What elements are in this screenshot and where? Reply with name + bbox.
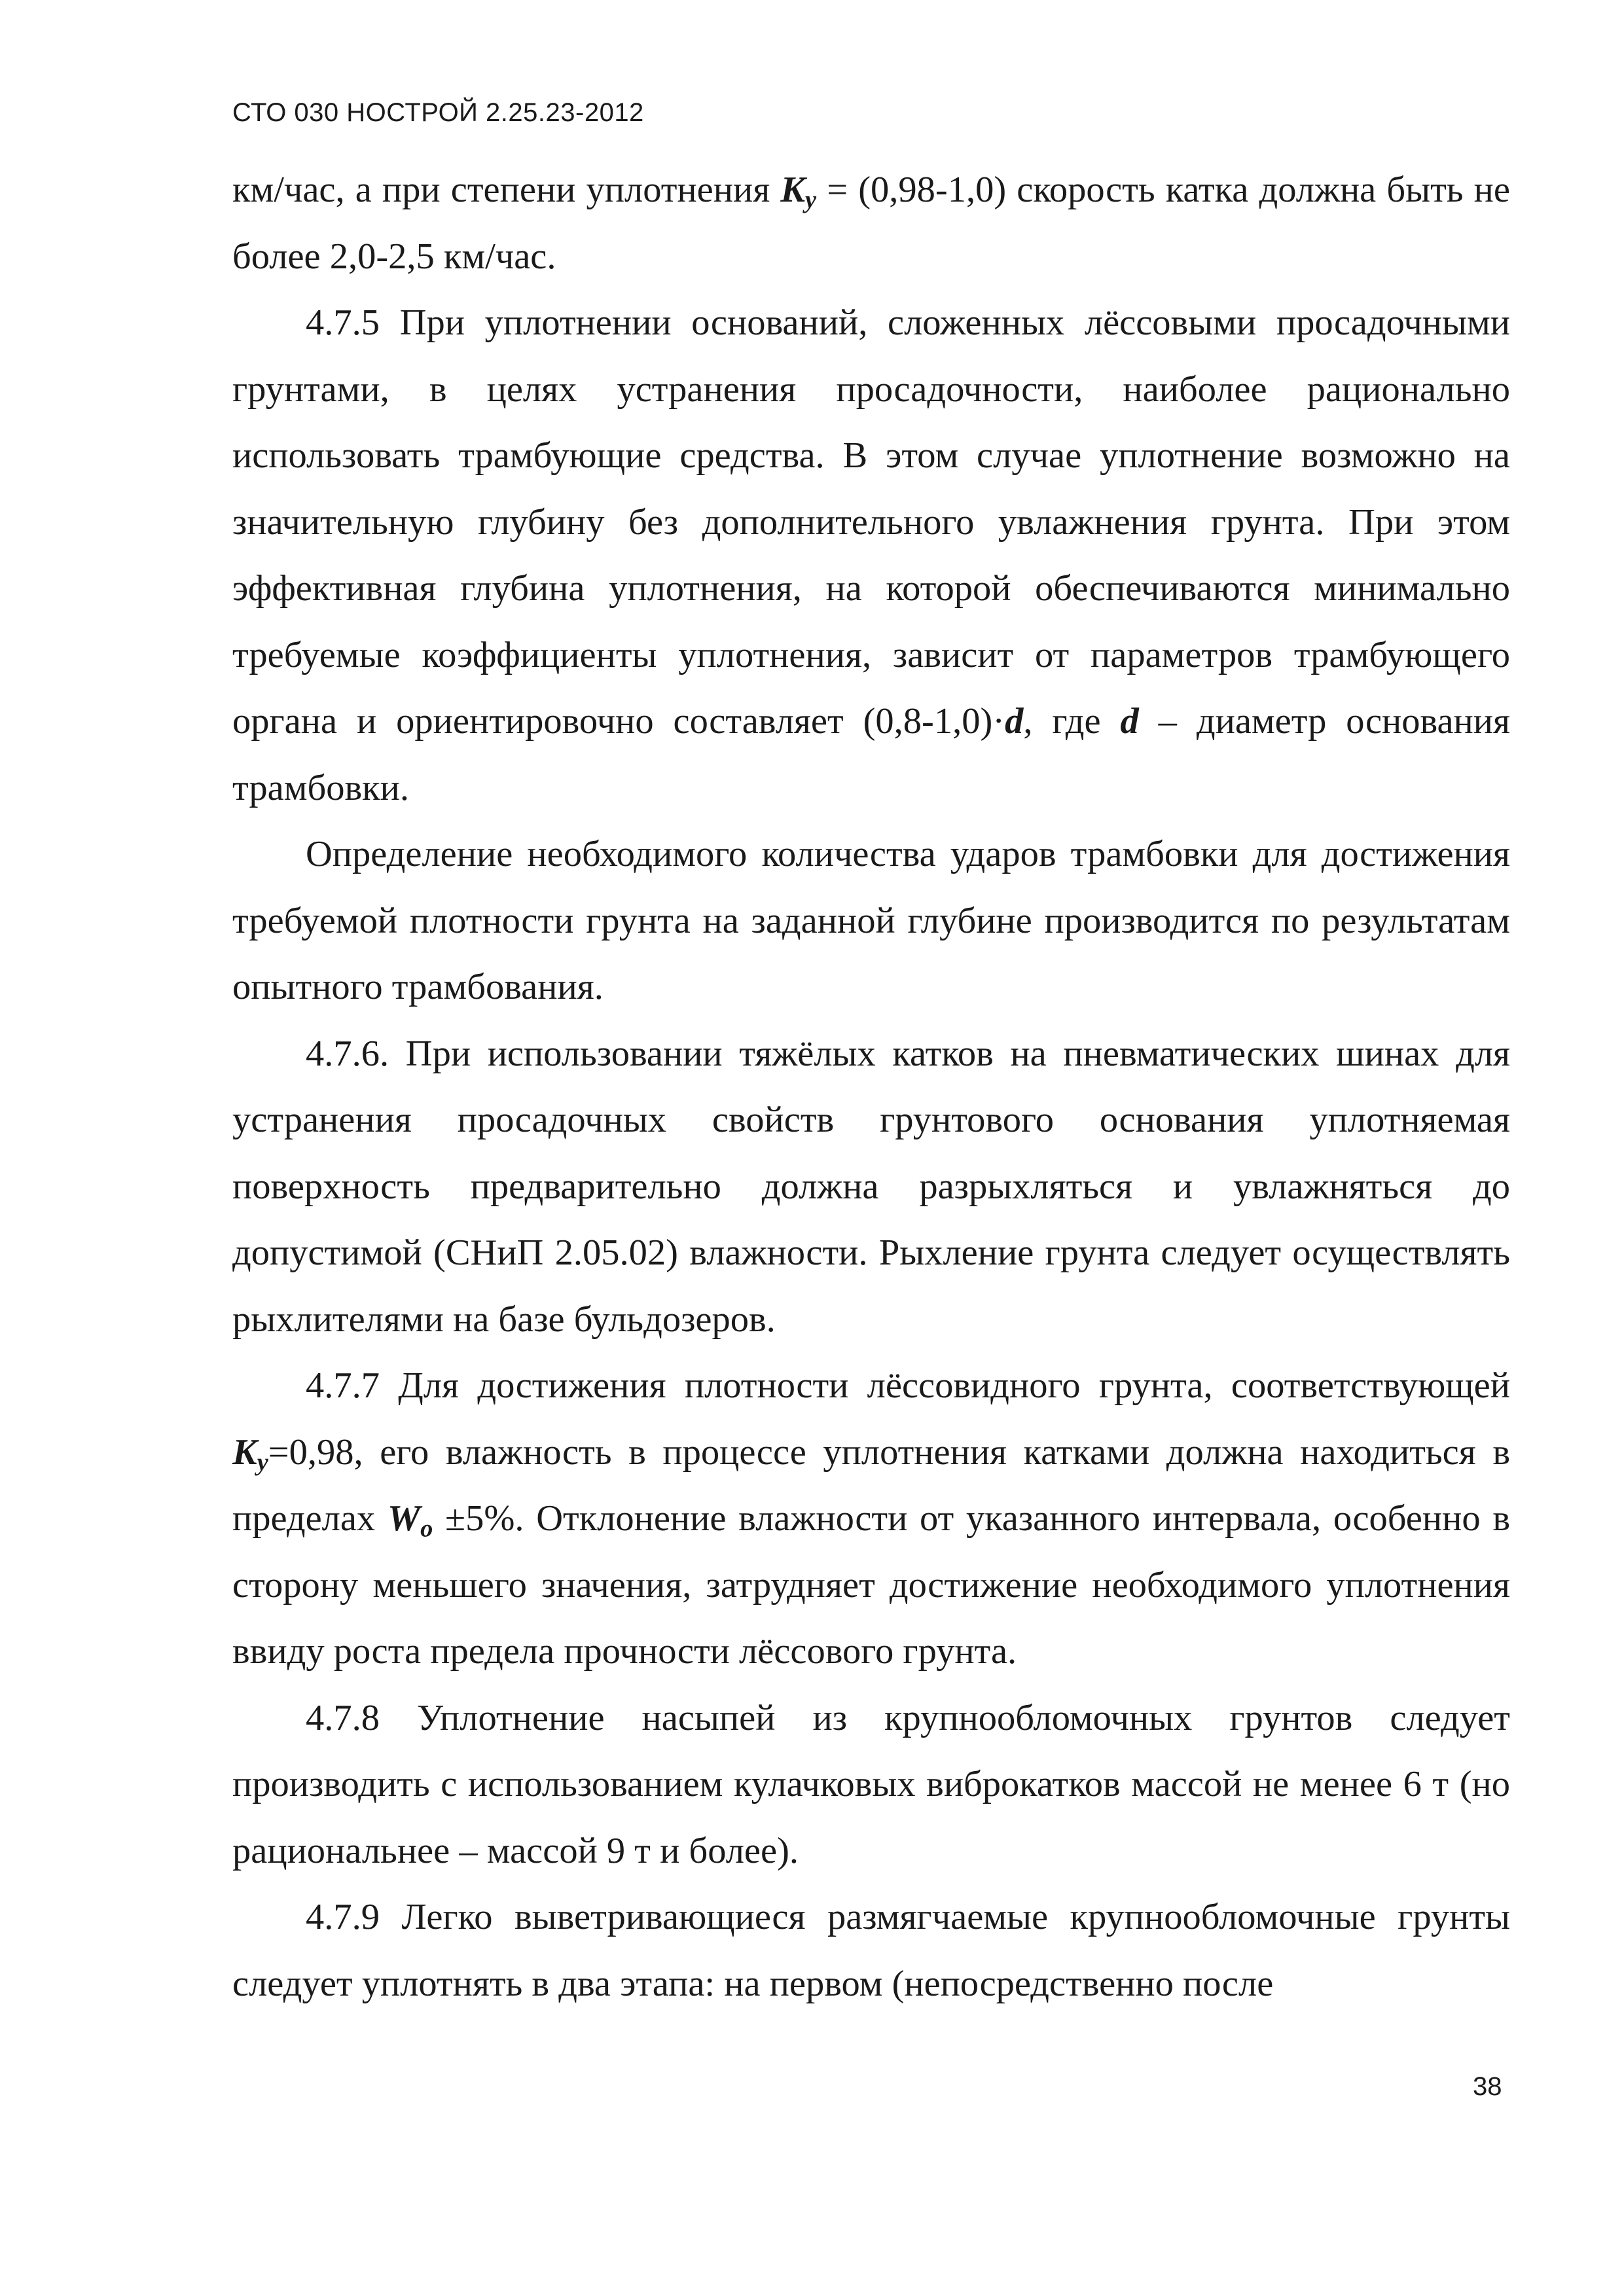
- subscript-o: o: [420, 1515, 433, 1543]
- variable-k: K: [232, 1431, 257, 1473]
- document-header: СТО 030 НОСТРОЙ 2.25.23-2012: [232, 98, 644, 127]
- paragraph-4-7-5: 4.7.5 При уплотнении оснований, сложенных лёссовыми просадочными грунтами, в целях устранения просадочности, наиболее рационально использовать трамбующие средства. В этом случае уплотнение возможно на значительную глубину без дополнительного увлажнения грунта. При этом эффективная глубина уплотнения, на которой обеспечиваются минимально требуемые коэффициенты уплотнения, зависит от параметров трамбующего органа и ориентировочно составляет (0,8-1,0)·d, где d – диаметр основания трамбовки.: [232, 302, 1510, 808]
- paragraph-definition: Определение необходимого количества ударов трамбовки для достижения требуемой плотности грунта на заданной глубине производится по результатам опытного трамбования.: [232, 834, 1510, 1007]
- paragraph-4-7-8: 4.7.8 Уплотнение насыпей из крупнообломочных грунтов следует производить с использованием кулачковых виброкатков массой не менее 6 т (но рациональнее – массой 9 т и более).: [232, 1697, 1510, 1871]
- paragraph-4-7-9: 4.7.9 Легко выветривающиеся размягчаемые крупнообломочные грунты следует уплотнять в два этапа: на первом (непосредственно после: [232, 1897, 1510, 2004]
- subscript-y: y: [805, 186, 817, 214]
- page-number: 38: [1473, 2072, 1502, 2101]
- paragraph-continuation: км/час, а при степени уплотнения $K_y = (0,98-1,0)$ скорость катка должна быть не более 2,0-2,5 км/час.: [232, 170, 1510, 277]
- paragraph-4-7-6: 4.7.6. При использовании тяжёлых катков на пневматических шинах для устранения просадочных свойств грунтового основания уплотняемая поверхность предварительно должна разрыхляться и увлажняться до допустимой (СНиП 2.05.02) влажности. Рыхление грунта следует осуществлять рыхлителями на базе бульдозеров.: [232, 1033, 1510, 1340]
- subscript-y: y: [257, 1448, 268, 1477]
- variable-k: K: [780, 170, 806, 210]
- variable-d: d: [1120, 701, 1139, 742]
- body-text: [232, 157, 1510, 2017]
- paragraph-4-7-7: 4.7.7 Для достижения плотности лёссовидного грунта, соответствующей $K_y=0,98$, его влажность в процессе уплотнения катками должна находиться в пределах $W_o \pm 5\%$. Отклонение влажности от указанного интервала, особенно в сторону меньшего значения, затрудняет достижение необходимого уплотнения ввиду роста предела прочности лёссового грунта.: [232, 1365, 1510, 1672]
- variable-w: W: [387, 1498, 421, 1539]
- variable-d: d: [1005, 701, 1024, 742]
